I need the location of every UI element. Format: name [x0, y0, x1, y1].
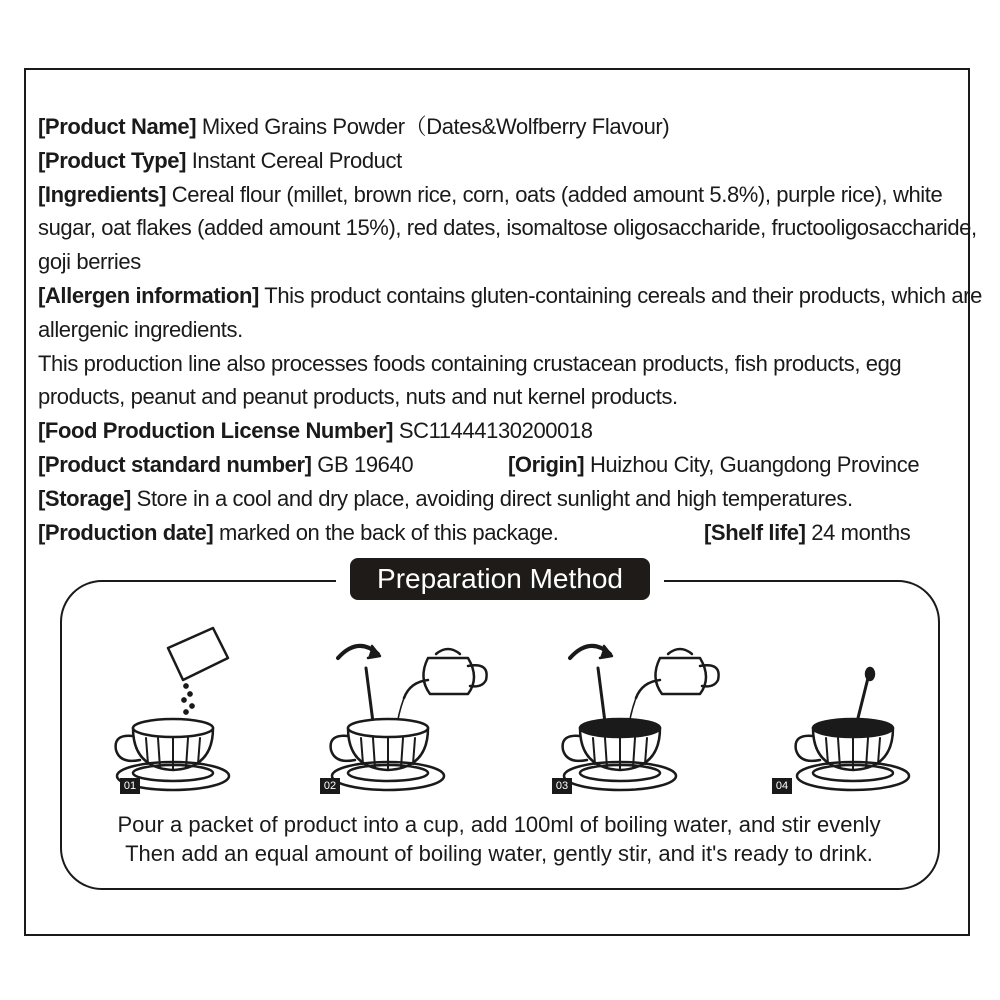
production-text-2: products, peanut and peanut products, nuts and nut kernel products.	[38, 384, 678, 410]
shelf-life-group	[704, 516, 910, 550]
production-date-value: marked on the back of this package.	[213, 519, 559, 545]
allergen-label: [Allergen information]	[38, 282, 259, 308]
product-type-label: [Product Type]	[38, 147, 186, 173]
label-frame	[24, 68, 982, 936]
ingredients-text-1: Cereal flour (millet, brown rice, corn, oats (added amount 5.8%), purple rice), white	[166, 181, 943, 207]
origin-group	[508, 448, 919, 482]
shelf-life-value: 24 months	[805, 519, 911, 545]
license-label: [Food Production License Number]	[38, 418, 394, 444]
product-name-label: [Product Name]	[38, 114, 197, 139]
allergen-line-2	[38, 313, 948, 347]
production-text-1: This production line also processes foods containing crustacean products, fish products, egg	[38, 350, 902, 376]
ingredients-text-3: goji berries	[38, 249, 141, 275]
storage-line	[38, 482, 948, 516]
sachet-icon	[168, 628, 228, 680]
caption-line-2: Then add an equal amount of boiling water, gently stir, and it's ready to drink.	[125, 841, 873, 866]
standard-label: [Product standard number]	[38, 451, 312, 477]
step-number-1: 01	[120, 778, 140, 794]
standard-origin-line	[38, 448, 948, 482]
step-4-illustration	[778, 618, 928, 788]
ingredients-line-1	[38, 178, 948, 212]
storage-value: Store in a cool and dry place, avoiding direct sunlight and high temperatures.	[130, 485, 853, 511]
preparation-caption	[66, 810, 932, 868]
step-number-4: 04	[772, 778, 792, 794]
date-shelf-line	[38, 516, 948, 550]
ingredients-line-2	[38, 211, 977, 245]
step-number-2: 02	[320, 778, 340, 794]
step-3-illustration	[550, 618, 740, 788]
product-name-line	[38, 110, 948, 144]
preparation-title: Preparation Method	[350, 558, 650, 600]
teapot-icon	[655, 658, 706, 694]
origin-label: [Origin]	[508, 451, 585, 477]
allergen-text-2: allergenic ingredients.	[38, 316, 243, 342]
allergen-line-1	[38, 279, 982, 313]
caption-line-1: Pour a packet of product into a cup, add 100ml of boiling water, and stir evenly	[117, 812, 881, 837]
ingredients-text-2: sugar, oat flakes (added amount 15%), red dates, isomaltose oligosaccharide, fructooligosaccharide,	[38, 215, 977, 241]
teapot-icon	[423, 658, 474, 694]
license-value: SC11444130200018	[393, 418, 593, 444]
ingredients-label: [Ingredients]	[38, 181, 167, 207]
product-name-value: Mixed Grains Powder（Dates&Wolfberry Flavour)	[196, 114, 670, 139]
step-2-illustration	[318, 618, 508, 788]
ingredients-line-3	[38, 245, 948, 279]
preparation-steps	[78, 618, 918, 808]
shelf-life-label: [Shelf life]	[704, 519, 806, 545]
allergen-text-1: This product contains gluten-containing cereals and their products, which are	[258, 282, 982, 308]
production-date-label: [Production date]	[38, 519, 214, 545]
license-line	[38, 414, 948, 448]
storage-label: [Storage]	[38, 485, 131, 511]
standard-value: GB 19640	[311, 451, 414, 477]
product-type-line	[38, 144, 948, 178]
step-1-illustration	[98, 618, 248, 788]
origin-value: Huizhou City, Guangdong Province	[584, 451, 920, 477]
production-line-1	[38, 347, 948, 381]
production-line-2	[38, 380, 948, 414]
step-number-3: 03	[552, 778, 572, 794]
product-info	[38, 110, 982, 549]
product-type-value: Instant Cereal Product	[186, 147, 402, 173]
